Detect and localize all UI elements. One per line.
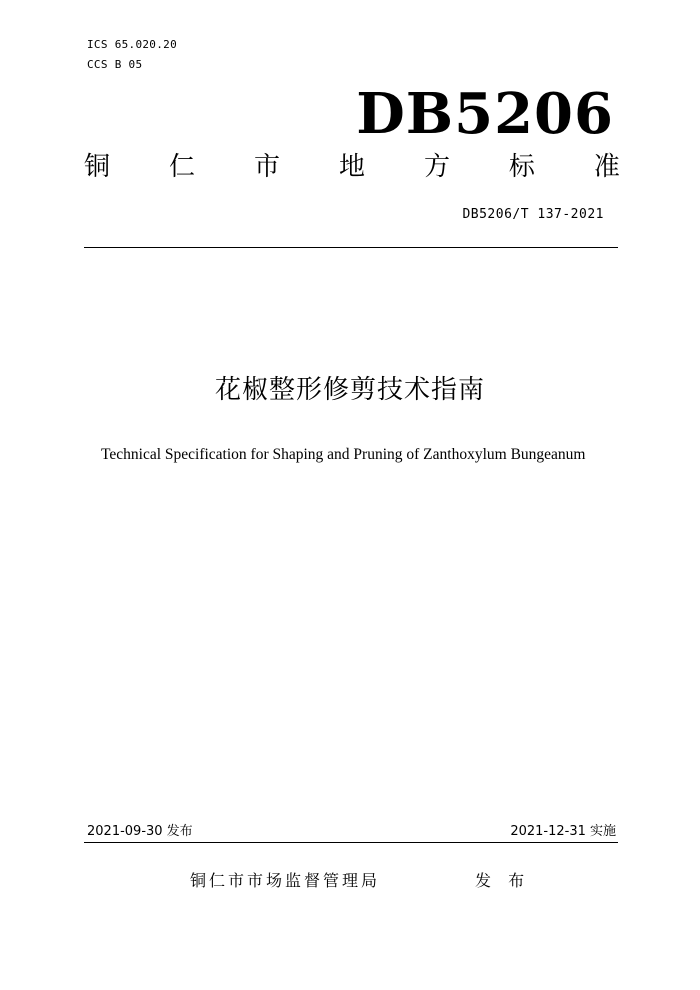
issue-label: 发 布: [475, 871, 531, 890]
header-divider: [84, 247, 618, 248]
footer-divider: [84, 842, 618, 843]
publish-date: 2021-09-30 发布: [87, 824, 193, 839]
standard-code: DB5206: [356, 81, 614, 147]
standard-type-char: 市: [253, 152, 280, 182]
standard-type-char: 地: [338, 152, 365, 182]
standard-type-char: 方: [423, 152, 450, 182]
implement-date: 2021-12-31 实施: [510, 824, 616, 839]
standard-number: DB5206/T 137-2021: [462, 207, 604, 222]
standard-type: [84, 150, 620, 184]
document-title-english: Technical Specification for Shaping and Pruning of Zanthoxylum Bungeanum: [101, 446, 586, 463]
issuing-authority: 铜仁市市场监督管理局: [190, 871, 381, 890]
standard-type-char: 标: [508, 152, 535, 182]
standard-type-char: 准: [593, 152, 620, 182]
standard-type-char: 仁: [168, 152, 195, 182]
ccs-code: CCS B 05: [87, 58, 143, 71]
document-title-chinese: 花椒整形修剪技术指南: [214, 375, 485, 405]
ics-code: ICS 65.020.20: [87, 38, 177, 51]
standard-type-char: 铜: [84, 152, 111, 182]
